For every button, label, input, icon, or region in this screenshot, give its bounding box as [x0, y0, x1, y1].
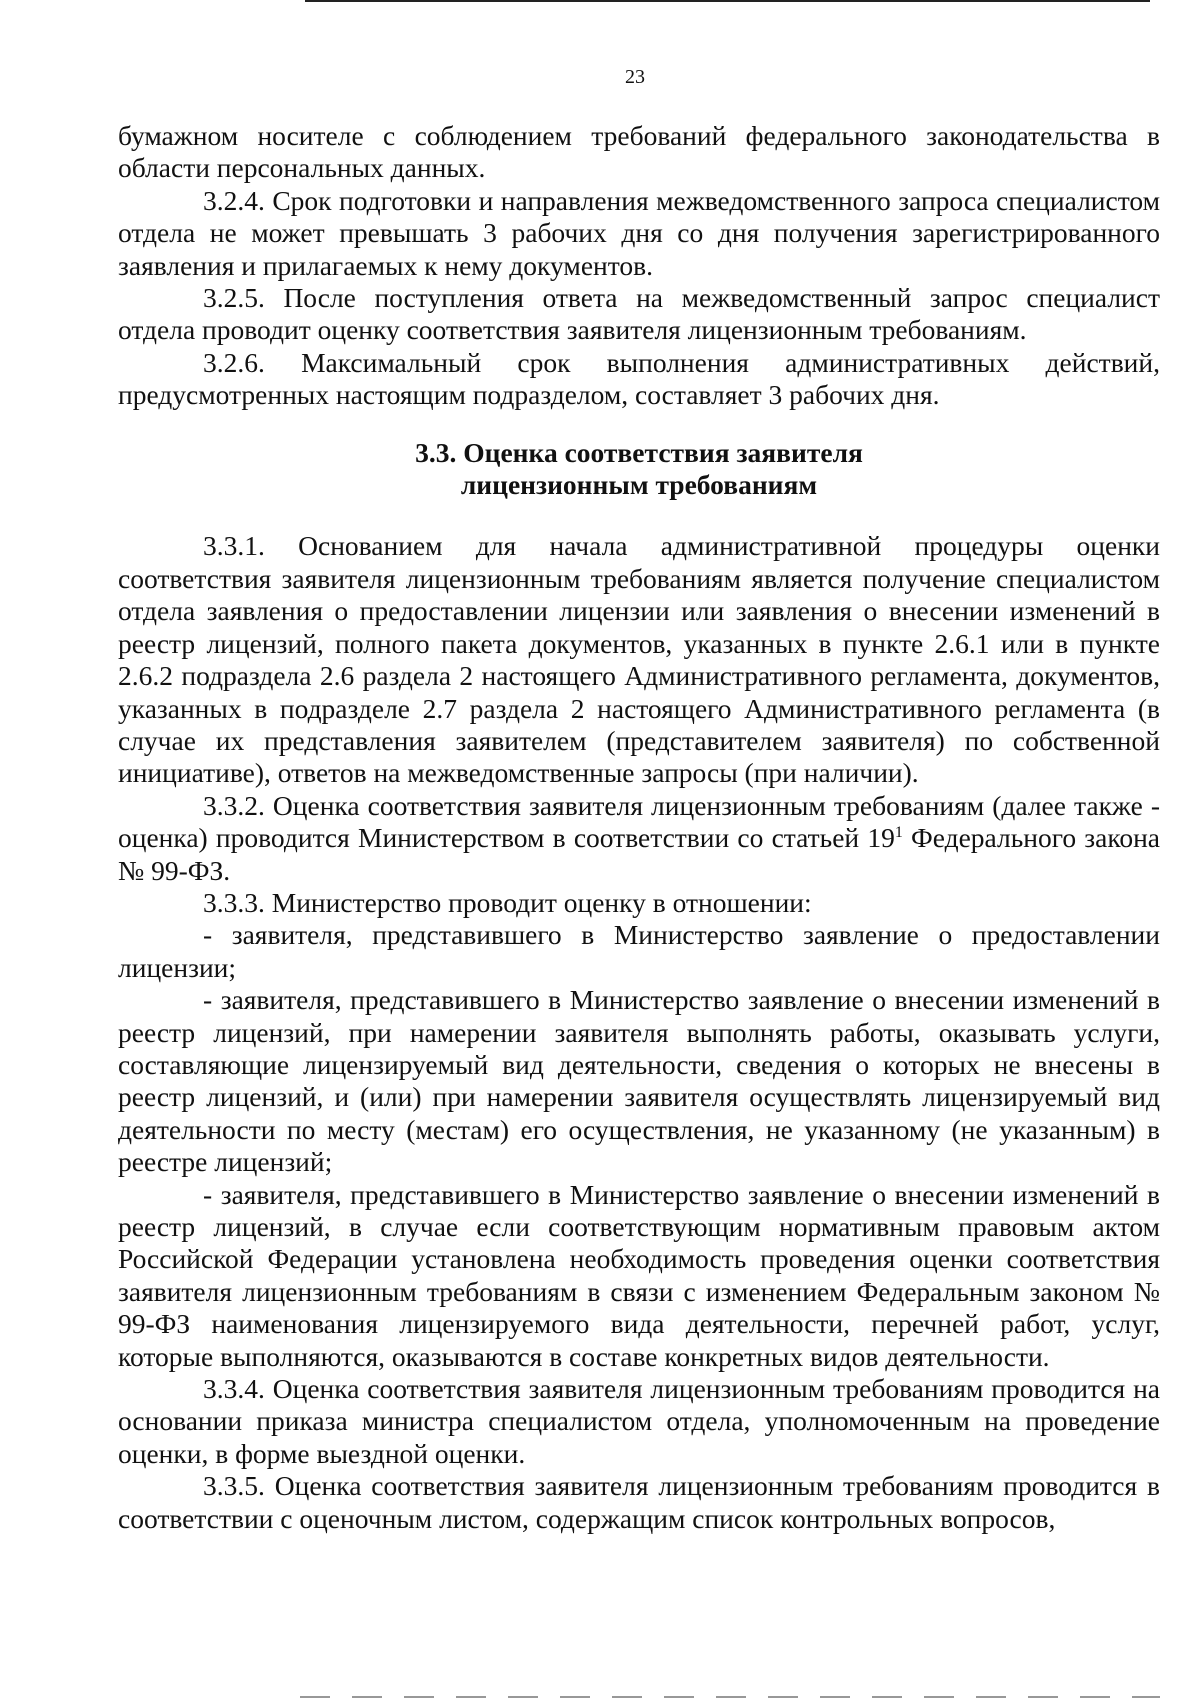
article-superscript: 1	[894, 823, 903, 841]
list-item-1: - заявителя, представившего в Министерство заявление о предоставлении лицензии;	[118, 919, 1160, 983]
section-heading	[118, 437, 1160, 502]
document-body	[118, 120, 1160, 1535]
section-heading-line1: 3.3. Оценка соответствия заявителя	[415, 436, 863, 468]
paragraph-3-2-5: 3.2.5. После поступления ответа на межведомственный запрос специалист отдела проводит оценку соответствия заявителя лицензионным требованиям.	[118, 282, 1160, 346]
paragraph-3-2-6: 3.2.6. Максимальный срок выполнения административных действий, предусмотренных настоящим подразделом, составляет 3 рабочих дня.	[118, 346, 1160, 411]
paragraph-3-3-5: 3.3.5. Оценка соответствия заявителя лицензионным требованиям проводится в соответствии с оценочным листом, содержащим список контрольных вопросов,	[118, 1470, 1160, 1534]
paragraph-3-3-1: 3.3.1. Основанием для начала административной процедуры оценки соответствия заявителя лицензионным требованиям является получение специалистом отдела заявления о предоставлении лицензии или заявления о внесении изменений в реестр лицензий, полного пакета документов, указанных в пункте 2.6.1 или в пункте 2.6.2 подраздела 2.6 раздела 2 настоящего Административного регламента, документов, указанных в подразделе 2.7 раздела 2 настоящего Административного регламента (в случае их представления заявителем (представителем заявителя) по собственной инициативе), ответов на межведомственные запросы (при наличии).	[118, 530, 1160, 789]
list-item-2: - заявителя, представившего в Министерство заявление о внесении изменений в реестр лицензий, при намерении заявителя выполнять работы, оказывать услуги, составляющие лицензируемый вид деятельности, сведения о которых не внесены в реестр лицензий, и (или) при намерении заявителя осуществлять лицензируемый вид деятельности по месту (местам) его осуществления, не указанному (не указанным) в реестре лицензий;	[118, 984, 1160, 1178]
paragraph-continued: бумажном носителе с соблюдением требований федерального законодательства в области персональных данных.	[118, 120, 1160, 184]
paragraph-3-3-4: 3.3.4. Оценка соответствия заявителя лицензионным требованиям проводится на основании приказа министра специалистом отдела, уполномоченным на проведение оценки, в форме выездной оценки.	[118, 1373, 1160, 1469]
paragraph-3-3-3: 3.3.3. Министерство проводит оценку в отношении:	[203, 886, 812, 918]
paragraph-3-3-2	[118, 790, 1160, 887]
paragraph-3-3-2-tail: Федерального закона № 99-ФЗ.	[118, 822, 1160, 886]
list-item-3: - заявителя, представившего в Министерство заявление о внесении изменений в реестр лицензий, в случае если соответствующим нормативным правовым актом Российской Федерации установлена необходимость проведения оценки соответствия заявителя лицензионным требованиям в связи с изменением Федеральным законом № 99-ФЗ наименования лицензируемого вида деятельности, перечней работ, услуг, которые выполняются, оказываются в составе конкретных видов деятельности.	[118, 1178, 1160, 1372]
paragraph-3-3-2-text: 3.3.2. Оценка соответствия заявителя лицензионным требованиям (далее также - оценка) проводится Министерством в соответствии со статьей 19	[118, 789, 1160, 854]
paragraph-3-2-4: 3.2.4. Срок подготовки и направления межведомственного запроса специалистом отдела не может превышать 3 рабочих дня со дня получения зарегистрированного заявления и прилагаемых к нему документов.	[118, 184, 1160, 281]
section-heading-line2: лицензионным требованиям	[460, 469, 818, 501]
scan-bottom-noise	[300, 1696, 1160, 1698]
top-edge-line	[305, 0, 1150, 2]
page-number: 23	[625, 66, 645, 88]
